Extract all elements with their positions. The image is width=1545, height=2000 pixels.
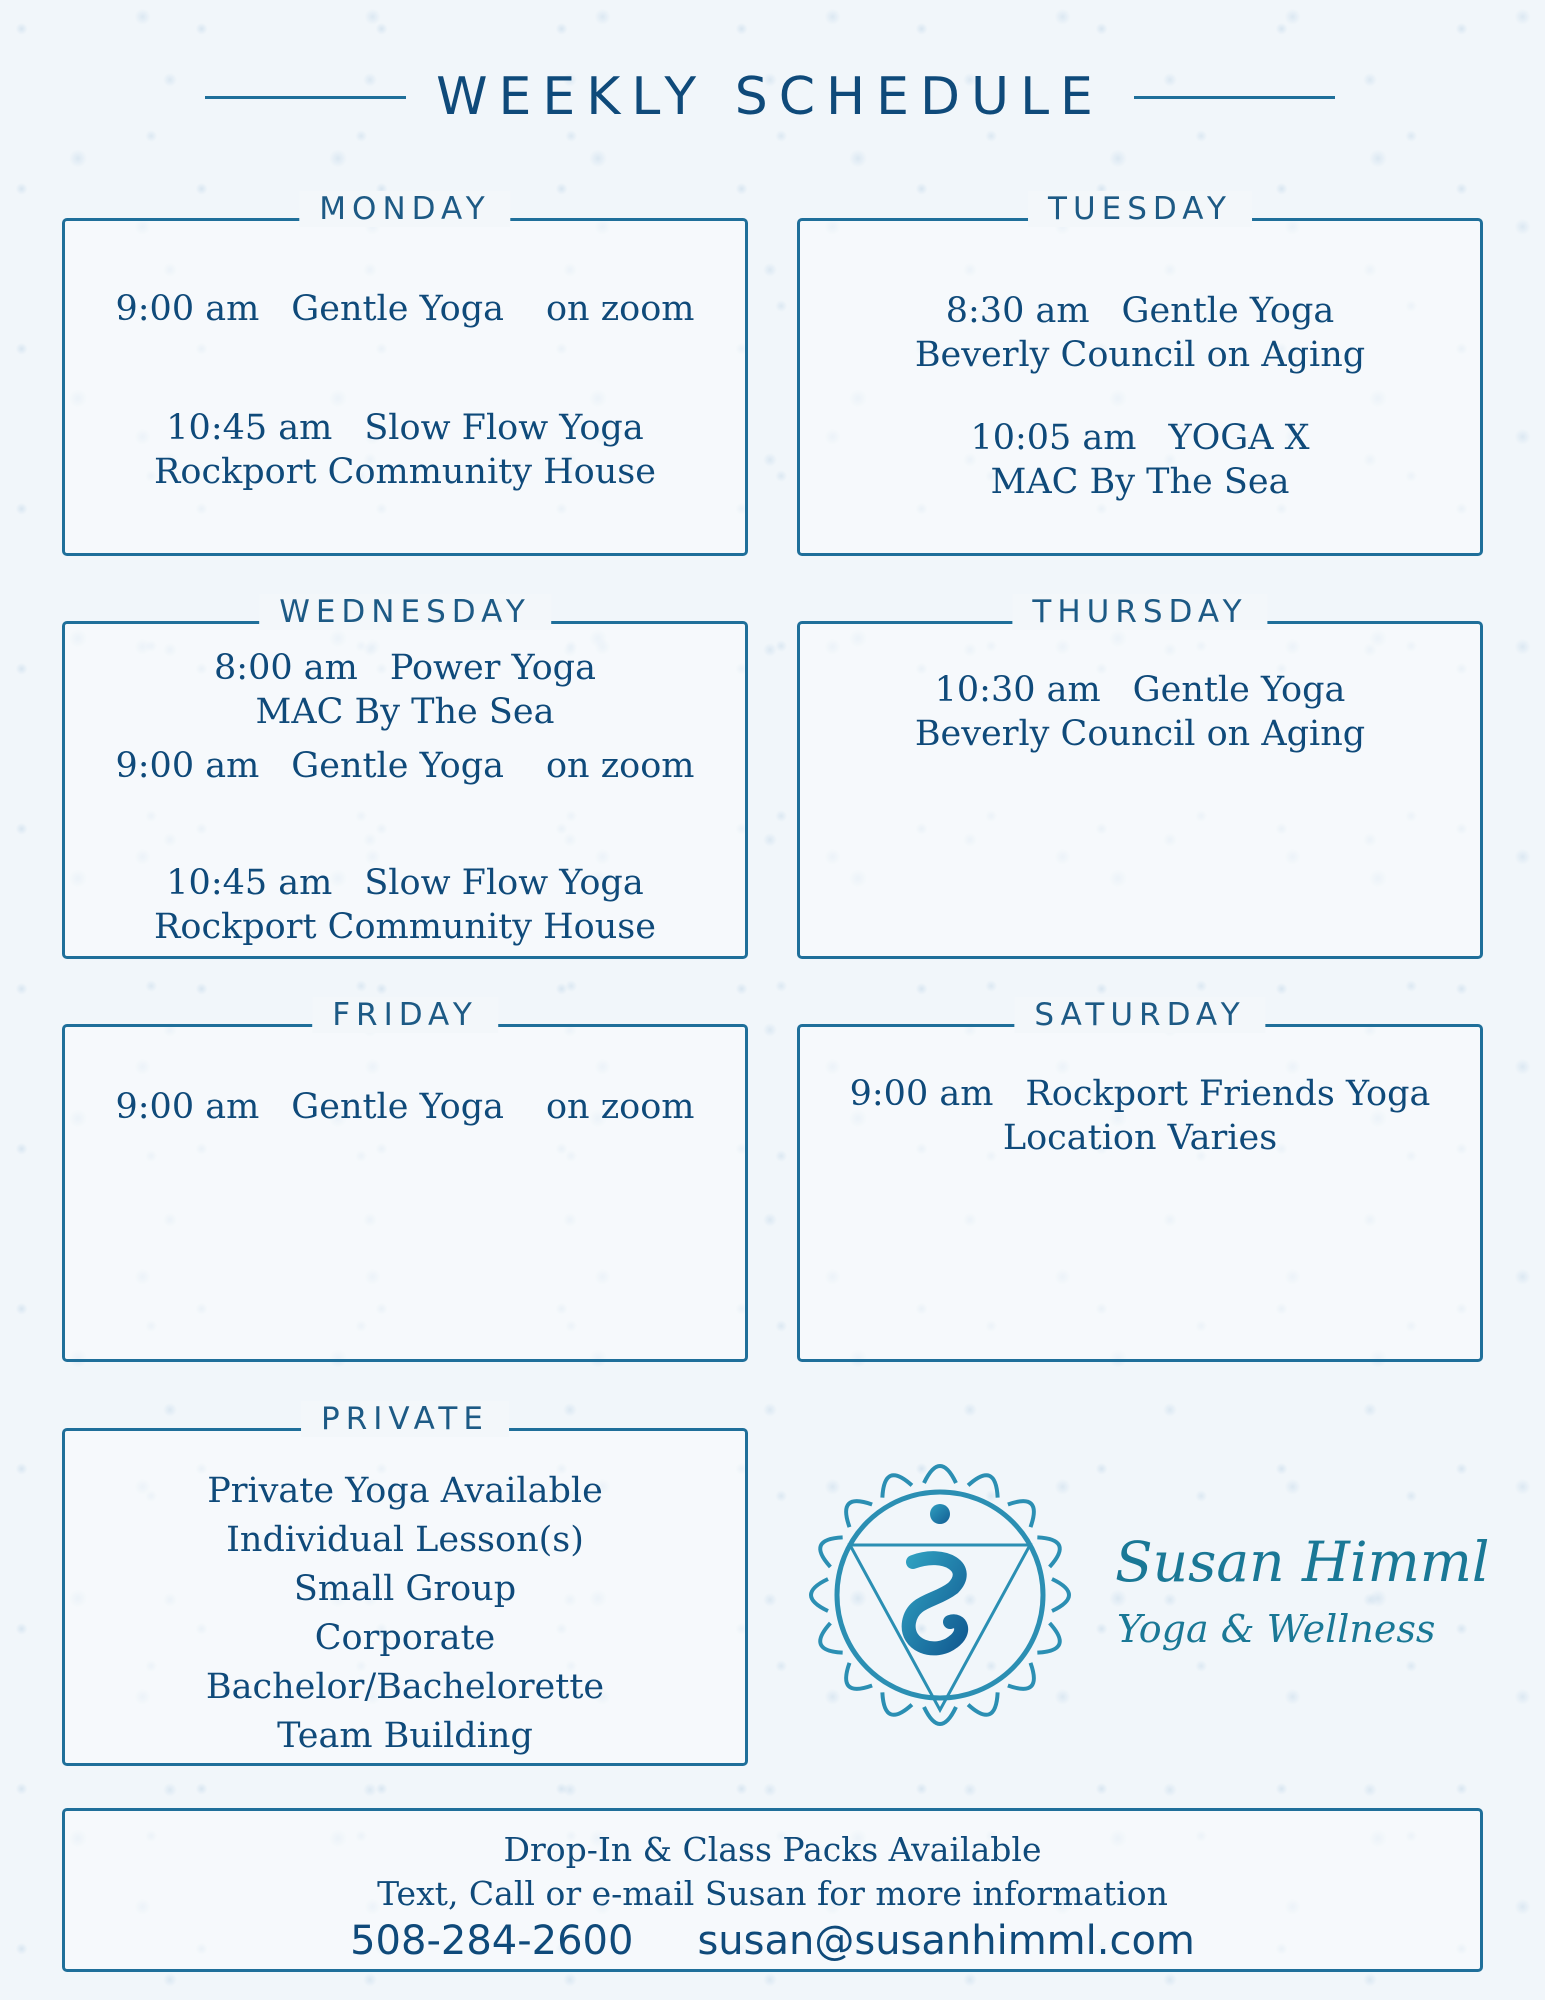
class-row — [65, 406, 745, 450]
lotus-petal — [815, 1623, 843, 1659]
title-rule-right — [1134, 96, 1335, 99]
footer-packs: Drop-In & Class Packs Available — [503, 1830, 1042, 1869]
email-link[interactable]: susan@susanhimml.com — [697, 1918, 1195, 1964]
saturday-label: SATURDAY — [1014, 997, 1265, 1033]
lotus-petal — [1037, 1623, 1065, 1659]
list-item: Private Yoga Available — [207, 1471, 603, 1511]
lotus-petal — [968, 1470, 1004, 1498]
private-list — [65, 1467, 745, 1761]
list-item: Individual Lesson(s) — [226, 1520, 584, 1560]
class-location: Rockport Community House — [154, 907, 656, 947]
class-location: MAC By The Sea — [255, 692, 555, 732]
class-name: Slow Flow Yoga — [364, 863, 644, 903]
thursday-label: THURSDAY — [1012, 594, 1267, 630]
wednesday-box — [62, 594, 748, 959]
class-name: Rockport Friends Yoga — [1025, 1074, 1431, 1114]
lotus-petal — [811, 1579, 828, 1611]
lotus-petal — [924, 1466, 956, 1483]
lotus-petal — [1052, 1579, 1069, 1611]
tuesday-label: TUESDAY — [1028, 191, 1252, 227]
class-time: 9:00 am — [849, 1074, 994, 1114]
footer-contact-note: Text, Call or e-mail Susan for more information — [377, 1874, 1168, 1913]
saturday-box — [797, 997, 1483, 1362]
friday-box — [62, 997, 748, 1362]
lotus-petal — [815, 1531, 843, 1567]
private-label: PRIVATE — [301, 1401, 509, 1437]
thursday-box — [797, 594, 1483, 959]
class-row — [800, 289, 1480, 333]
class-row — [65, 287, 745, 331]
class-name: Gentle Yoga — [291, 746, 504, 786]
list-item: Small Group — [293, 1569, 517, 1609]
class-time: 10:45 am — [166, 863, 333, 903]
class-time: 10:05 am — [970, 418, 1137, 458]
class-time: 9:00 am — [115, 1087, 260, 1127]
class-row — [65, 1085, 745, 1129]
footer-contact — [65, 1916, 1480, 1966]
tuesday-box — [797, 191, 1483, 556]
phone-number[interactable]: 508-284-2600 — [350, 1918, 634, 1964]
lotus-petal — [876, 1692, 912, 1720]
class-name: Gentle Yoga — [291, 1087, 504, 1127]
footer-box — [62, 1808, 1483, 1972]
class-row — [800, 1072, 1480, 1116]
friday-label: FRIDAY — [312, 997, 498, 1033]
logo-graphic — [795, 1450, 1085, 1740]
class-row — [65, 861, 745, 905]
class-location: on zoom — [545, 746, 695, 786]
class-row — [800, 416, 1480, 460]
class-row — [800, 668, 1480, 712]
class-row — [65, 646, 745, 690]
class-name: YOGA X — [1168, 418, 1310, 458]
class-location: Location Varies — [1002, 1118, 1278, 1158]
class-time: 9:00 am — [115, 746, 260, 786]
class-location: on zoom — [545, 289, 695, 329]
wednesday-label: WEDNESDAY — [259, 594, 551, 630]
lotus-petal — [968, 1692, 1004, 1720]
page-header — [205, 62, 1335, 132]
private-box — [62, 1401, 748, 1766]
class-time: 9:00 am — [115, 289, 260, 329]
class-time: 10:30 am — [934, 670, 1101, 710]
lotus-petal — [1037, 1531, 1065, 1567]
monday-box — [62, 191, 748, 556]
class-time: 8:30 am — [945, 291, 1090, 331]
brand-tagline: Yoga & Wellness — [1117, 1607, 1436, 1651]
brand-name: Susan Himml — [1115, 1530, 1490, 1594]
class-location: MAC By The Sea — [990, 462, 1290, 502]
list-item: Corporate — [314, 1618, 496, 1658]
list-item: Bachelor/Bachelorette — [205, 1667, 605, 1707]
class-name: Gentle Yoga — [1121, 291, 1335, 331]
page-title: WEEKLY SCHEDULE — [436, 67, 1104, 127]
class-time: 8:00 am — [214, 648, 358, 688]
class-name: Gentle Yoga — [291, 289, 504, 329]
lotus-petal — [876, 1470, 912, 1498]
class-location: on zoom — [545, 1087, 695, 1127]
class-location: Beverly Council on Aging — [914, 714, 1366, 754]
class-name: Power Yoga — [389, 648, 596, 688]
monday-label: MONDAY — [299, 191, 510, 227]
class-name: Slow Flow Yoga — [364, 408, 644, 448]
throat-chakra-lotus-icon — [795, 1450, 1085, 1740]
class-row — [65, 744, 745, 788]
class-name: Gentle Yoga — [1132, 670, 1346, 710]
list-item: Team Building — [277, 1716, 533, 1756]
title-rule-left — [205, 96, 406, 99]
class-location: Beverly Council on Aging — [914, 335, 1366, 375]
class-location: Rockport Community House — [154, 452, 656, 492]
class-time: 10:45 am — [166, 408, 333, 448]
